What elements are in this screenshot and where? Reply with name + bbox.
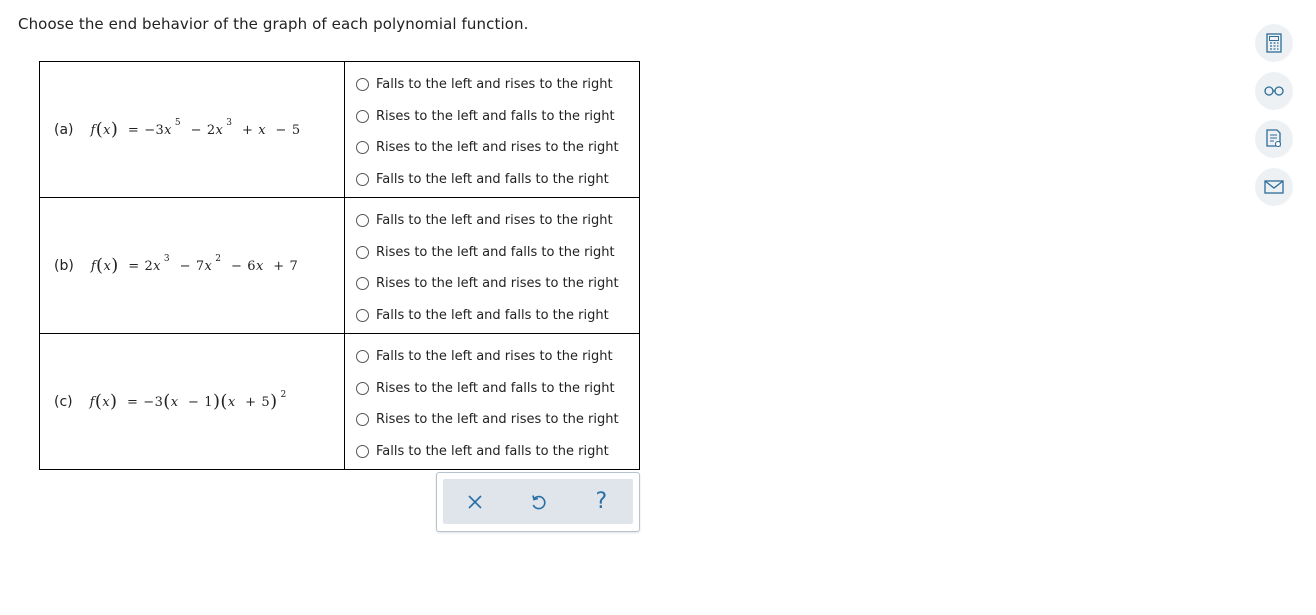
calculator-icon	[1265, 33, 1283, 53]
undo-button[interactable]	[518, 482, 558, 522]
options-b	[345, 200, 639, 331]
expression-c: f(x) = −3(x − 1)(x + 5) $^2$	[89, 389, 287, 412]
answer-toolbar	[436, 472, 640, 532]
part-label: (b)	[54, 257, 74, 274]
function-b	[40, 255, 344, 276]
close-icon	[467, 494, 483, 510]
expression-b: $f(x) = 2x^3 - 7x^2 - 6x + 7$	[90, 253, 299, 276]
radio-button[interactable]	[356, 413, 369, 426]
options-c	[345, 336, 639, 467]
clear-button[interactable]	[455, 482, 495, 522]
instruction-text: Choose the end behavior of the graph of each polynomial function.	[18, 15, 529, 33]
function-c	[40, 391, 344, 412]
option-a-2[interactable]: Rises to the left and falls to the right	[356, 100, 639, 132]
help-button[interactable]	[581, 482, 621, 522]
option-c-3[interactable]: Rises to the left and rises to the right	[356, 404, 639, 436]
radio-button[interactable]	[356, 173, 369, 186]
option-b-1[interactable]: Falls to the left and rises to the right	[356, 205, 639, 237]
radio-button[interactable]	[356, 246, 369, 259]
question-row-c	[40, 334, 640, 470]
option-a-3[interactable]: Rises to the left and rises to the right	[356, 132, 639, 164]
option-c-4[interactable]: Falls to the left and falls to the right	[356, 436, 639, 468]
notes-icon	[1265, 129, 1283, 149]
part-label: (c)	[54, 393, 73, 410]
radio-button[interactable]	[356, 277, 369, 290]
undo-icon	[529, 493, 547, 511]
option-a-1[interactable]: Falls to the left and rises to the right	[356, 69, 639, 101]
option-b-2[interactable]: Rises to the left and falls to the right	[356, 236, 639, 268]
radio-button[interactable]	[356, 78, 369, 91]
calculator-button[interactable]	[1255, 24, 1293, 62]
option-c-1[interactable]: Falls to the left and rises to the right	[356, 341, 639, 373]
reader-button[interactable]	[1255, 72, 1293, 110]
question-table	[39, 61, 640, 470]
radio-button[interactable]	[356, 110, 369, 123]
function-a	[40, 119, 344, 140]
option-b-4[interactable]: Falls to the left and falls to the right	[356, 300, 639, 332]
radio-button[interactable]	[356, 214, 369, 227]
radio-button[interactable]	[356, 309, 369, 322]
options-a	[345, 64, 639, 195]
option-b-3[interactable]: Rises to the left and rises to the right	[356, 268, 639, 300]
part-label: (a)	[54, 121, 74, 138]
radio-button[interactable]	[356, 382, 369, 395]
question-row-b	[40, 198, 640, 334]
notes-button[interactable]	[1255, 120, 1293, 158]
radio-button[interactable]	[356, 445, 369, 458]
radio-button[interactable]	[356, 141, 369, 154]
question-row-a	[40, 62, 640, 198]
option-c-2[interactable]: Rises to the left and falls to the right	[356, 372, 639, 404]
glasses-icon	[1263, 84, 1285, 98]
message-button[interactable]	[1255, 168, 1293, 206]
mail-icon	[1264, 179, 1284, 195]
expression-a: $f(x) = -3x^5 - 2x^3 + x - 5$	[90, 117, 301, 140]
radio-button[interactable]	[356, 350, 369, 363]
option-a-4[interactable]: Falls to the left and falls to the right	[356, 164, 639, 196]
help-icon: ?	[595, 489, 608, 514]
side-toolbar	[1255, 24, 1293, 216]
